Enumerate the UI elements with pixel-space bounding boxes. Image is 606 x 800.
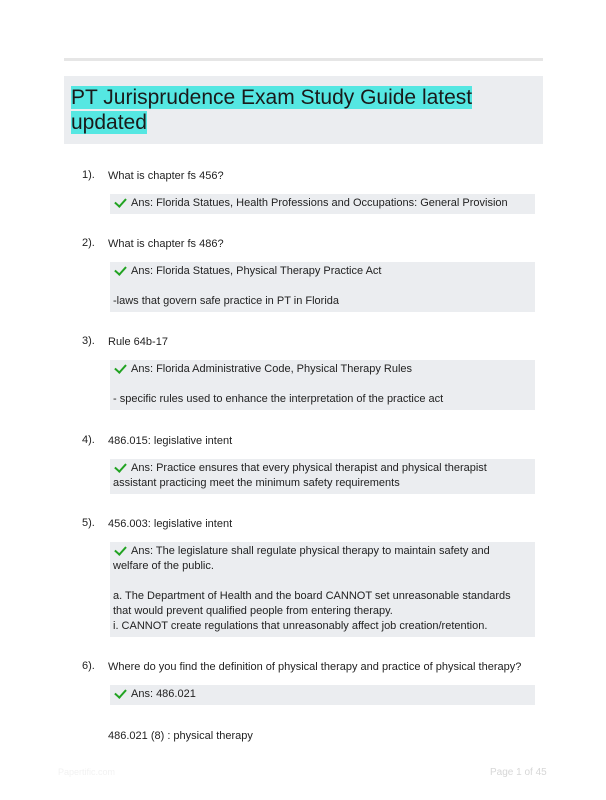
answer-line: Ans: The legislature shall regulate physical therapy to maintain safety and welfare of the public. [113, 545, 490, 572]
title-box [64, 76, 543, 144]
question-number: 2). [82, 237, 95, 249]
question-text: 456.003: legislative intent [108, 518, 233, 530]
check-icon [114, 263, 127, 276]
question-number: 1). [82, 169, 95, 181]
question-text: Rule 64b-17 [108, 336, 168, 348]
answer-box [110, 360, 535, 410]
answer-line: Ans: Practice ensures that every physical therapist and physical therapist assistant practicing meet the minimum safety requirements [113, 462, 487, 489]
answer-line: -laws that govern safe practice in PT in Florida [113, 295, 340, 307]
page-number: Page 1 of 45 [490, 767, 547, 778]
question-text: Where do you find the definition of physical therapy and practice of physical therapy? [108, 661, 522, 673]
answer-line: Ans: Florida Administrative Code, Physical Therapy Rules [131, 363, 413, 375]
answer-line: i. CANNOT create regulations that unreasonably affect job creation/retention. [113, 620, 488, 632]
question-text: What is chapter fs 456? [108, 170, 224, 182]
top-divider [64, 58, 543, 61]
question-number: 3). [82, 335, 95, 347]
check-icon [114, 460, 127, 473]
answer-line: Ans: Florida Statues, Physical Therapy Practice Act [131, 265, 382, 277]
question-text: What is chapter fs 486? [108, 238, 224, 250]
check-icon [114, 686, 127, 699]
answer-box [110, 685, 535, 705]
question-number: 6). [82, 660, 95, 672]
question-text: 486.015: legislative intent [108, 435, 233, 447]
answer-box [110, 542, 535, 637]
page-title [71, 85, 511, 135]
page-title-text: PT Jurisprudence Exam Study Guide latest updated [71, 86, 473, 134]
answer-box [110, 459, 535, 494]
answer-line: Ans: 486.021 [131, 688, 196, 700]
answer-line: - specific rules used to enhance the interpretation of the practice act [113, 393, 444, 405]
check-icon [114, 543, 127, 556]
question-number: 5). [82, 517, 95, 529]
check-icon [114, 195, 127, 208]
footer-watermark: Papertific.com [58, 767, 116, 777]
answer-box [110, 194, 535, 214]
answer-line: Ans: Florida Statues, Health Professions and Occupations: General Provision [131, 197, 508, 209]
question-number: 4). [82, 434, 95, 446]
continuation-text: 486.021 (8) : physical therapy [108, 730, 253, 742]
check-icon [114, 361, 127, 374]
answer-line: a. The Department of Health and the board CANNOT set unreasonable standards that would prevent qualified people from entering therapy. [113, 590, 511, 617]
answer-box [110, 262, 535, 312]
